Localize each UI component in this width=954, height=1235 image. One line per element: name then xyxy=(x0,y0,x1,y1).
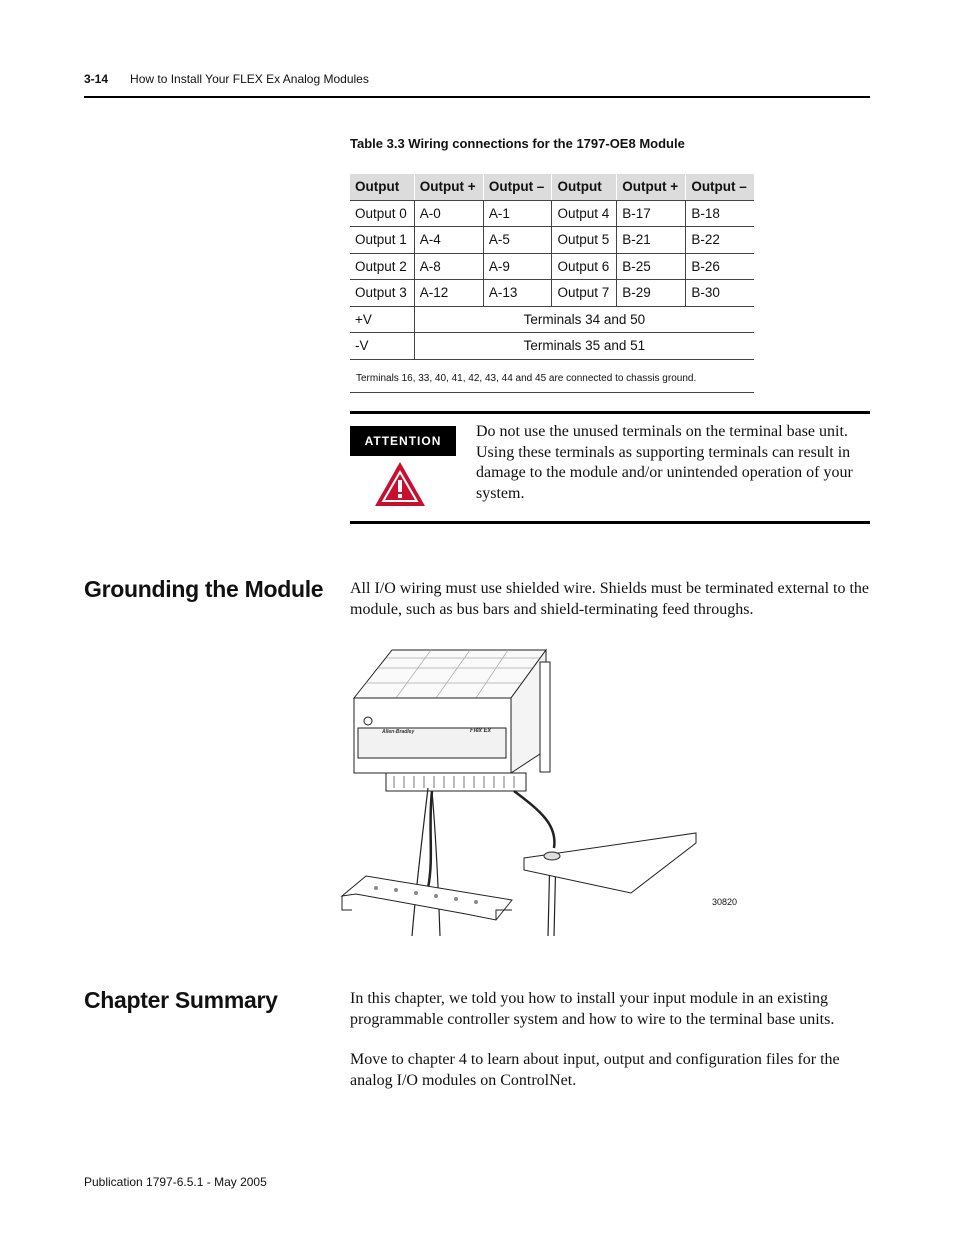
table-cell: B-30 xyxy=(686,280,754,307)
table-cell: A-5 xyxy=(483,227,552,254)
attention-text: Do not use the unused terminals on the terminal base unit. Using these terminals as supporting terminals can result in damage to the module and/or unintended operation of your system. xyxy=(476,423,853,502)
table-cell: Output 4 xyxy=(552,200,617,227)
module-brand-label: Allen-Bradley xyxy=(382,729,415,735)
table-cell: A-12 xyxy=(414,280,483,307)
table-cell: B-22 xyxy=(686,227,754,254)
table-cell: B-25 xyxy=(617,253,686,280)
table-cell: B-21 xyxy=(617,227,686,254)
figure-number: 30820 xyxy=(712,897,738,907)
table-row xyxy=(350,227,754,254)
table-cell: B-29 xyxy=(617,280,686,307)
grounding-figure xyxy=(336,638,706,938)
table-cell: B-26 xyxy=(686,253,754,280)
table-cell: A-0 xyxy=(414,200,483,227)
table-cell: B-17 xyxy=(617,200,686,227)
table-cell: A-13 xyxy=(483,280,552,307)
table-cell: Output 7 xyxy=(552,280,617,307)
power-label: +V xyxy=(350,306,414,333)
module-product-label: Flex Ex xyxy=(470,728,492,734)
table-cell: Output 3 xyxy=(350,280,414,307)
header-rule xyxy=(84,96,870,98)
table-caption: Table 3.3 Wiring connections for the 1797-OE8 Module xyxy=(350,136,685,151)
table-cell: Output 2 xyxy=(350,253,414,280)
attention-bottom-rule xyxy=(350,521,870,524)
column-header: Output + xyxy=(617,174,686,200)
attention-top-rule xyxy=(350,411,870,414)
wiring-table xyxy=(350,174,754,360)
table-header-row xyxy=(350,174,754,200)
column-header: Output – xyxy=(686,174,754,200)
table-cell: A-9 xyxy=(483,253,552,280)
power-row xyxy=(350,306,754,333)
column-header: Output – xyxy=(483,174,552,200)
table-cell: A-1 xyxy=(483,200,552,227)
table-cell: Output 5 xyxy=(552,227,617,254)
column-header: Output xyxy=(350,174,414,200)
table-row xyxy=(350,200,754,227)
power-value: Terminals 34 and 50 xyxy=(414,306,754,333)
table-cell: Output 6 xyxy=(552,253,617,280)
power-value: Terminals 35 and 51 xyxy=(414,333,754,360)
table-cell: A-8 xyxy=(414,253,483,280)
grounding-heading: Grounding the Module xyxy=(84,576,324,602)
header-title: How to Install Your FLEX Ex Analog Modules xyxy=(130,72,369,86)
summary-heading: Chapter Summary xyxy=(84,987,278,1013)
summary-paragraph-2: Move to chapter 4 to learn about input, output and configuration files for the analog I/O modules on ControlNet. xyxy=(350,1051,840,1089)
summary-paragraph-1: In this chapter, we told you how to install your input module in an existing programmable controller system and how to wire to the terminal base units. xyxy=(350,990,835,1028)
page-number: 3-14 xyxy=(84,72,109,86)
table-cell: Output 0 xyxy=(350,200,414,227)
table-row xyxy=(350,253,754,280)
column-header: Output + xyxy=(414,174,483,200)
column-header: Output xyxy=(552,174,617,200)
footer-publication: Publication 1797-6.5.1 - May 2005 xyxy=(84,1175,267,1189)
table-cell: A-4 xyxy=(414,227,483,254)
table-note: Terminals 16, 33, 40, 41, 42, 43, 44 and 45 are connected to chassis ground. xyxy=(356,373,697,384)
table-cell: B-18 xyxy=(686,200,754,227)
power-label: -V xyxy=(350,333,414,360)
table-cell: Output 1 xyxy=(350,227,414,254)
grounding-body: All I/O wiring must use shielded wire. Shields must be terminated external to the module, such as bus bars and shield-terminating feed throughs. xyxy=(350,580,870,618)
power-row xyxy=(350,333,754,360)
table-note-rule xyxy=(350,392,754,393)
attention-badge: ATTENTION xyxy=(350,426,456,456)
warning-triangle-icon xyxy=(373,460,427,508)
running-header xyxy=(84,72,369,86)
table-row xyxy=(350,280,754,307)
